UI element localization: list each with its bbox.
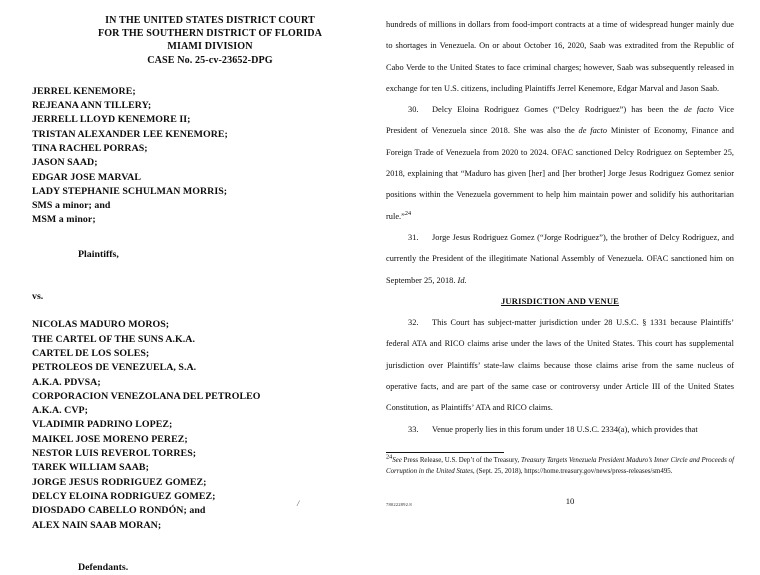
plaintiff-name: MSM a minor;	[32, 214, 96, 226]
court-heading	[66, 14, 354, 67]
paragraph-number: 31.	[408, 232, 419, 242]
defendant-name: JORGE JESUS RODRIGUEZ GOMEZ;	[32, 476, 207, 488]
defendant-name: CARTEL DE LOS SOLES;	[32, 347, 150, 359]
court-heading-line-3: MIAMI DIVISION	[167, 41, 253, 53]
defendant-name: NICOLAS MADURO MOROS;	[32, 319, 170, 331]
plaintiffs-role-label: Plaintiffs,	[78, 248, 119, 260]
footnote-marker: 24	[386, 453, 393, 461]
versus-label: vs.	[32, 291, 44, 303]
spacer	[32, 304, 354, 318]
margin-mark: /	[297, 499, 300, 508]
paragraph-number: 33.	[408, 424, 419, 434]
plaintiff-name: TRISTAN ALEXANDER LEE KENEMORE;	[32, 128, 228, 140]
defendant-name: DELCY ELOINA RODRIGUEZ GOMEZ;	[32, 490, 216, 502]
plaintiff-name: LADY STEPHANIE SCHULMAN MORRIS;	[32, 185, 228, 197]
plaintiff-name: JASON SAAD;	[32, 157, 98, 169]
court-heading-line-2: FOR THE SOUTHERN DISTRICT OF FLORIDA	[97, 28, 323, 40]
footnote-separator-rule	[386, 452, 504, 453]
page-number: 10	[565, 496, 575, 506]
section-heading-jurisdiction: JURISDICTION AND VENUE	[500, 295, 620, 306]
numbered-paragraph-30	[386, 99, 734, 227]
body-column	[380, 0, 760, 520]
defendant-name: NESTOR LUIS REVEROL TORRES;	[32, 448, 197, 460]
plaintiff-name: JERRELL LLOYD KENEMORE II;	[32, 114, 191, 126]
defendant-name: DIOSDADO CABELLO RONDÓN; and	[32, 505, 206, 517]
numbered-paragraph-31	[386, 227, 734, 291]
case-number: CASE No. 25-cv-23652-DPG	[147, 54, 273, 66]
continued-paragraph: hundreds of millions in dollars from food-import contracts at a time of widespread hunger mainly due to shortages in Venezuela. On or about October 16, 2020, Saab was extradited from the Republic of Cabo Verde to the United States to face criminal charges; however, Saab was subsequently released in exchange for ten U.S. citizens, including Plaintiffs Jerrel Kenemore, Edgar Marval and Jason Saab.	[386, 20, 734, 93]
footnote-zone	[386, 452, 734, 477]
spacer	[32, 262, 354, 290]
numbered-paragraph-33	[386, 419, 734, 440]
footnote-text-content: See Press Release, U.S. Dep’t of the Treasury, Treasury Targets Venezuela President Maduro’s Inner Circle and Proceeds of Corruption in the United States, (Sept. 25, 2018), https://home.treasury.gov/news/press-releases/sm495.	[386, 457, 734, 475]
paragraph-number: 30.	[408, 105, 419, 115]
defendant-name: MAIKEL JOSE MORENO PEREZ;	[32, 433, 188, 445]
spacer	[32, 228, 354, 248]
defendant-name: CORPORACION VENEZOLANA DEL PETROLEO	[32, 390, 261, 402]
defendants-role-label: Defendants.	[78, 561, 129, 573]
paragraph-text: Venue properly lies in this forum under 18 U.S.C. 2334(a), which provides that	[432, 424, 698, 434]
paragraph-number: 32.	[408, 318, 419, 328]
defendant-name: A.K.A. PDVSA;	[32, 376, 101, 388]
document-control-stamp: 780222892.8	[386, 502, 412, 507]
numbered-paragraph-32	[386, 312, 734, 418]
plaintiff-name: TINA RACHEL PORRAS;	[32, 143, 148, 154]
court-heading-line-1: IN THE UNITED STATES DISTRICT COURT	[105, 15, 315, 26]
defendant-name: TAREK WILLIAM SAAB;	[32, 462, 149, 474]
paragraph-text: This Court has subject-matter jurisdiction under 28 U.S.C. § 1331 because Plaintiffs’ federal ATA and RICO claims arise under the laws of the United States. This court has supplemental jurisdiction over Plaintiffs’ state-law claims because those claims arise from the same nucleus of operative facts, and are part of the same case or controversy under Article III of the United States Constitution, as Plaintiffs’ ATA and RICO claims.	[386, 318, 734, 413]
spacer	[32, 533, 354, 561]
footnote-24	[386, 453, 734, 477]
defendant-name: THE CARTEL OF THE SUNS A.K.A.	[32, 333, 195, 345]
plaintiff-name: JERREL KENEMORE;	[32, 85, 136, 97]
defendants-list	[32, 318, 354, 532]
plaintiff-name: EDGAR JOSE MARVAL	[32, 171, 141, 183]
defendant-name: ALEX NAIN SAAB MORAN;	[32, 519, 162, 531]
defendant-name: PETROLEOS DE VENEZUELA, S.A.	[32, 362, 197, 374]
paragraph-text: Delcy Eloina Rodriguez Gomes (“Delcy Rodriguez”) has been the de facto Vice President of Venezuela since 2018. She was also the de facto Minister of Economy, Finance and Foreign Trade of Venezuela from 2020 to 2024. OFAC sanctioned Delcy Rodriguez on September 25, 2018, explaining that “Maduro has given [her] and [her brother] Jorge Jesus Rodriguez Gomez senior positions within the Venezuela government to help him maintain power and solidify his authoritarian rule.”$^{24}$	[386, 105, 734, 221]
defendant-name: VLADIMIR PADRINO LOPEZ;	[32, 419, 173, 431]
plaintiff-name: SMS a minor; and	[32, 200, 111, 212]
caption-column	[0, 0, 380, 573]
defendant-name: A.K.A. CVP;	[32, 405, 88, 417]
paragraph-text: Jorge Jesus Rodriguez Gomez (“Jorge Rodriguez”), the brother of Delcy Rodriguez, and currently the President of the illegitimate National Assembly of Venezuela. OFAC sanctioned him on September 25, 2018. Id.	[386, 232, 734, 285]
plaintiff-name: REJEANA ANN TILLERY;	[32, 100, 152, 112]
plaintiffs-list	[32, 85, 354, 228]
